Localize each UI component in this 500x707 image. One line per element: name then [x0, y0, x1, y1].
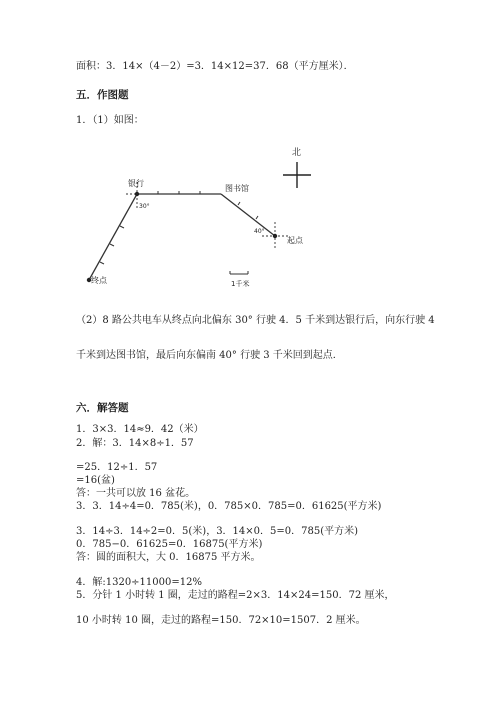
answer-line: 4．解:1320÷11000=12% — [76, 577, 202, 588]
answer-line: 答：圆的面积大，大 0．16875 平方米。 — [76, 552, 261, 563]
question-2-line-2: 千米到达图书馆，最后向东偏南 40° 行驶 3 千米回到起点． — [76, 350, 343, 361]
question-1-label: 1．（1）如图： — [76, 115, 144, 126]
north-label: 北 — [292, 148, 302, 158]
scale-bar — [230, 271, 249, 288]
section-5-heading: 五．作图题 — [76, 89, 129, 101]
route-lines — [89, 191, 275, 280]
answer-line: 答：一共可以放 16 盆花。 — [76, 488, 196, 499]
angle-30-label: 30° — [139, 203, 150, 210]
answer-line: 3．3．14÷4=0．785(米)，0．785×0．785=0．61625(平方米) — [76, 501, 382, 512]
answer-line: 0．785−0．61625=0．16875(平方米) — [76, 539, 263, 550]
end-label: 终点 — [91, 276, 107, 285]
answer-line: 3．14÷3．14÷2=0．5(米)，3．14×0．5=0．785(平方米) — [76, 526, 359, 537]
bank-label: 银行 — [128, 179, 144, 188]
question-2-line-1: （2）8 路公共电车从终点向北偏东 30° 行驶 4．5 千米到达银行后，向东行驶 4 — [76, 315, 435, 326]
answer-line: 5．分针 1 小时转 1 圈，走过的路程=2×3．14×24=150．72 厘米， — [76, 590, 395, 601]
north-compass — [283, 146, 311, 188]
bank-point — [135, 192, 139, 196]
answer-line: 2．解：3．14×8÷1．57 — [76, 438, 194, 449]
angle-40-label: 40° — [254, 228, 265, 235]
answer-line: 1．3×3．14≈9．42（米） — [76, 424, 204, 435]
top-calculation-line: 面积：3．14×（4－2）=3．14×12=37．68（平方厘米）． — [76, 61, 354, 72]
answer-line: 10 小时转 10 圈，走过的路程=150．72×10=1507．2 厘米。 — [76, 615, 366, 626]
section-6-heading: 六．解答题 — [76, 402, 129, 414]
answer-line: =16(盆) — [76, 475, 115, 486]
scale-label: 1千米 — [231, 280, 250, 288]
start-label: 起点 — [287, 236, 303, 245]
start-point — [273, 234, 277, 238]
library-label: 图书馆 — [225, 184, 249, 193]
answer-line: =25．12÷1．57 — [76, 462, 158, 473]
route-diagram — [0, 140, 500, 300]
